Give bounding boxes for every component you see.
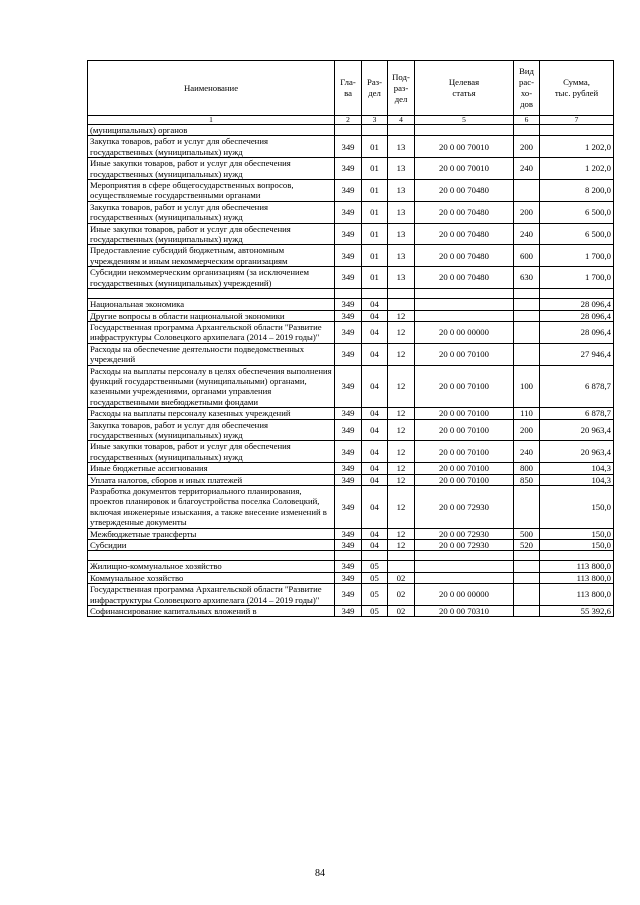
row-sum: 28 096,4 bbox=[540, 299, 614, 310]
row-sum: 150,0 bbox=[540, 486, 614, 529]
row-name: Субсидии некоммерческим организациям (за исключением государственных (муниципальных) учреждений) bbox=[88, 267, 335, 289]
row-vid bbox=[514, 561, 540, 572]
table-row bbox=[88, 289, 614, 299]
row-razdel: 04 bbox=[362, 540, 388, 551]
row-target: 20 0 00 72930 bbox=[415, 486, 514, 529]
row-target: 20 0 00 70480 bbox=[415, 267, 514, 289]
row-sum: 1 700,0 bbox=[540, 267, 614, 289]
row-sum: 1 202,0 bbox=[540, 136, 614, 158]
row-vid bbox=[514, 551, 540, 561]
row-sum: 6 878,7 bbox=[540, 365, 614, 408]
row-podrazdel: 13 bbox=[388, 245, 415, 267]
table-row bbox=[88, 158, 614, 180]
row-podrazdel: 12 bbox=[388, 540, 415, 551]
row-podrazdel: 13 bbox=[388, 136, 415, 158]
row-glava: 349 bbox=[335, 136, 362, 158]
row-name: Закупка товаров, работ и услуг для обеспечения государственных (муниципальных) нужд bbox=[88, 419, 335, 441]
row-razdel: 05 bbox=[362, 584, 388, 606]
row-razdel bbox=[362, 125, 388, 136]
row-razdel: 05 bbox=[362, 606, 388, 617]
row-name: Закупка товаров, работ и услуг для обеспечения государственных (муниципальных) нужд bbox=[88, 201, 335, 223]
row-sum: 113 800,0 bbox=[540, 584, 614, 606]
header-glava: Гла- ва bbox=[335, 61, 362, 116]
row-razdel: 04 bbox=[362, 463, 388, 474]
row-razdel: 04 bbox=[362, 408, 388, 419]
row-target: 20 0 00 70100 bbox=[415, 463, 514, 474]
row-sum: 20 963,4 bbox=[540, 419, 614, 441]
row-name: Софинансирование капитальных вложений в bbox=[88, 606, 335, 617]
row-podrazdel: 12 bbox=[388, 419, 415, 441]
row-podrazdel: 12 bbox=[388, 474, 415, 485]
row-name: Расходы на выплаты персоналу в целях обеспечения выполнения функций государственными (муниципальными) органами, казенными учреждениями, органами управления государственными внебюджетными фондами bbox=[88, 365, 335, 408]
row-name: Межбюджетные трансферты bbox=[88, 528, 335, 539]
row-sum: 27 946,4 bbox=[540, 343, 614, 365]
row-name: Мероприятия в сфере общегосударственных вопросов, осуществляемые государственными органами bbox=[88, 180, 335, 202]
row-glava: 349 bbox=[335, 201, 362, 223]
row-target bbox=[415, 551, 514, 561]
row-podrazdel: 12 bbox=[388, 528, 415, 539]
row-sum: 104,3 bbox=[540, 463, 614, 474]
row-vid: 630 bbox=[514, 267, 540, 289]
row-podrazdel: 12 bbox=[388, 408, 415, 419]
row-name: Расходы на обеспечение деятельности подведомственных учреждений bbox=[88, 343, 335, 365]
row-sum: 6 500,0 bbox=[540, 223, 614, 245]
row-sum bbox=[540, 125, 614, 136]
row-razdel: 04 bbox=[362, 528, 388, 539]
row-sum: 150,0 bbox=[540, 540, 614, 551]
row-glava: 349 bbox=[335, 245, 362, 267]
row-glava: 349 bbox=[335, 474, 362, 485]
row-vid bbox=[514, 572, 540, 583]
row-vid: 110 bbox=[514, 408, 540, 419]
row-glava: 349 bbox=[335, 486, 362, 529]
row-target bbox=[415, 310, 514, 321]
row-target: 20 0 00 70480 bbox=[415, 180, 514, 202]
table-row bbox=[88, 136, 614, 158]
row-sum bbox=[540, 289, 614, 299]
row-sum: 6 500,0 bbox=[540, 201, 614, 223]
row-podrazdel: 13 bbox=[388, 158, 415, 180]
row-sum: 150,0 bbox=[540, 528, 614, 539]
row-razdel: 04 bbox=[362, 486, 388, 529]
row-target bbox=[415, 125, 514, 136]
column-number: 2 bbox=[335, 116, 362, 125]
row-target bbox=[415, 572, 514, 583]
table-row bbox=[88, 267, 614, 289]
row-target: 20 0 00 70010 bbox=[415, 136, 514, 158]
row-sum: 1 700,0 bbox=[540, 245, 614, 267]
row-sum: 20 963,4 bbox=[540, 441, 614, 463]
row-vid: 200 bbox=[514, 136, 540, 158]
table-row bbox=[88, 584, 614, 606]
row-podrazdel bbox=[388, 551, 415, 561]
row-glava: 349 bbox=[335, 343, 362, 365]
column-number: 4 bbox=[388, 116, 415, 125]
row-target: 20 0 00 00000 bbox=[415, 321, 514, 343]
row-razdel: 01 bbox=[362, 201, 388, 223]
row-vid bbox=[514, 343, 540, 365]
row-glava: 349 bbox=[335, 310, 362, 321]
row-target: 20 0 00 70100 bbox=[415, 343, 514, 365]
row-razdel bbox=[362, 551, 388, 561]
header-row bbox=[88, 61, 614, 116]
row-vid: 240 bbox=[514, 223, 540, 245]
page-number: 84 bbox=[315, 868, 325, 879]
row-podrazdel: 13 bbox=[388, 267, 415, 289]
row-glava: 349 bbox=[335, 408, 362, 419]
row-vid: 520 bbox=[514, 540, 540, 551]
table-row bbox=[88, 223, 614, 245]
row-razdel: 01 bbox=[362, 223, 388, 245]
row-razdel: 04 bbox=[362, 343, 388, 365]
header-razdel: Раз- дел bbox=[362, 61, 388, 116]
row-razdel: 05 bbox=[362, 561, 388, 572]
header-name: Наименование bbox=[88, 61, 335, 116]
row-razdel: 04 bbox=[362, 419, 388, 441]
table-row bbox=[88, 528, 614, 539]
row-podrazdel bbox=[388, 289, 415, 299]
row-sum: 28 096,4 bbox=[540, 321, 614, 343]
row-sum: 28 096,4 bbox=[540, 310, 614, 321]
row-vid bbox=[514, 321, 540, 343]
row-razdel: 04 bbox=[362, 441, 388, 463]
table-row bbox=[88, 299, 614, 310]
header-sum: Сумма, тыс. рублей bbox=[540, 61, 614, 116]
row-target: 20 0 00 00000 bbox=[415, 584, 514, 606]
row-podrazdel: 12 bbox=[388, 321, 415, 343]
row-name bbox=[88, 289, 335, 299]
header-vid: Вид рас- хо- дов bbox=[514, 61, 540, 116]
row-podrazdel bbox=[388, 125, 415, 136]
row-glava bbox=[335, 289, 362, 299]
row-podrazdel: 13 bbox=[388, 223, 415, 245]
row-podrazdel: 02 bbox=[388, 572, 415, 583]
row-glava: 349 bbox=[335, 561, 362, 572]
row-podrazdel: 13 bbox=[388, 180, 415, 202]
row-podrazdel: 12 bbox=[388, 343, 415, 365]
row-vid: 200 bbox=[514, 419, 540, 441]
row-vid bbox=[514, 584, 540, 606]
row-target: 20 0 00 70480 bbox=[415, 245, 514, 267]
table-row bbox=[88, 419, 614, 441]
row-target: 20 0 00 70480 bbox=[415, 223, 514, 245]
row-vid bbox=[514, 486, 540, 529]
row-razdel: 04 bbox=[362, 321, 388, 343]
table-row bbox=[88, 343, 614, 365]
table-row bbox=[88, 606, 614, 617]
row-vid: 100 bbox=[514, 365, 540, 408]
table-row bbox=[88, 561, 614, 572]
row-target bbox=[415, 561, 514, 572]
row-target: 20 0 00 70100 bbox=[415, 365, 514, 408]
column-number: 6 bbox=[514, 116, 540, 125]
row-sum: 1 202,0 bbox=[540, 158, 614, 180]
row-vid: 200 bbox=[514, 201, 540, 223]
row-glava: 349 bbox=[335, 528, 362, 539]
row-sum: 8 200,0 bbox=[540, 180, 614, 202]
table-row bbox=[88, 551, 614, 561]
row-name: Другие вопросы в области национальной экономики bbox=[88, 310, 335, 321]
row-glava: 349 bbox=[335, 463, 362, 474]
row-razdel: 04 bbox=[362, 310, 388, 321]
row-glava: 349 bbox=[335, 606, 362, 617]
row-target: 20 0 00 70100 bbox=[415, 408, 514, 419]
row-target bbox=[415, 299, 514, 310]
column-number: 7 bbox=[540, 116, 614, 125]
row-sum: 113 800,0 bbox=[540, 572, 614, 583]
row-name: Разработка документов территориального планирования, проектов планировок и благоустройства поселка Соловецкий, включая инженерные изыскания, а также внесение изменений в утвержденные документы bbox=[88, 486, 335, 529]
row-podrazdel: 12 bbox=[388, 365, 415, 408]
row-vid bbox=[514, 299, 540, 310]
row-glava: 349 bbox=[335, 584, 362, 606]
column-number: 1 bbox=[88, 116, 335, 125]
row-razdel: 04 bbox=[362, 365, 388, 408]
column-number: 3 bbox=[362, 116, 388, 125]
row-glava: 349 bbox=[335, 572, 362, 583]
row-vid: 800 bbox=[514, 463, 540, 474]
row-name: Закупка товаров, работ и услуг для обеспечения государственных (муниципальных) нужд bbox=[88, 136, 335, 158]
row-name: (муниципальных) органов bbox=[88, 125, 335, 136]
row-vid bbox=[514, 310, 540, 321]
row-razdel: 04 bbox=[362, 474, 388, 485]
table-row bbox=[88, 486, 614, 529]
budget-table bbox=[87, 60, 614, 617]
row-sum: 55 392,6 bbox=[540, 606, 614, 617]
row-glava: 349 bbox=[335, 267, 362, 289]
row-name: Иные закупки товаров, работ и услуг для обеспечения государственных (муниципальных) нужд bbox=[88, 223, 335, 245]
header-target: Целевая статья bbox=[415, 61, 514, 116]
row-razdel: 04 bbox=[362, 299, 388, 310]
table-row bbox=[88, 474, 614, 485]
row-vid: 850 bbox=[514, 474, 540, 485]
row-glava bbox=[335, 125, 362, 136]
row-glava: 349 bbox=[335, 158, 362, 180]
table-row bbox=[88, 540, 614, 551]
row-name: Расходы на выплаты персоналу казенных учреждений bbox=[88, 408, 335, 419]
table-row bbox=[88, 310, 614, 321]
header-podrazdel: Под- раз- дел bbox=[388, 61, 415, 116]
row-razdel: 01 bbox=[362, 180, 388, 202]
row-podrazdel: 02 bbox=[388, 606, 415, 617]
row-vid bbox=[514, 606, 540, 617]
row-glava: 349 bbox=[335, 441, 362, 463]
row-glava: 349 bbox=[335, 365, 362, 408]
row-name: Иные закупки товаров, работ и услуг для обеспечения государственных (муниципальных) нужд bbox=[88, 441, 335, 463]
row-glava: 349 bbox=[335, 419, 362, 441]
table-row bbox=[88, 463, 614, 474]
table-row bbox=[88, 321, 614, 343]
table-row bbox=[88, 125, 614, 136]
row-razdel: 01 bbox=[362, 136, 388, 158]
row-target: 20 0 00 70480 bbox=[415, 201, 514, 223]
row-razdel: 01 bbox=[362, 245, 388, 267]
row-razdel: 01 bbox=[362, 158, 388, 180]
row-target: 20 0 00 70310 bbox=[415, 606, 514, 617]
row-name: Уплата налогов, сборов и иных платежей bbox=[88, 474, 335, 485]
row-glava: 349 bbox=[335, 321, 362, 343]
row-sum: 113 800,0 bbox=[540, 561, 614, 572]
row-glava: 349 bbox=[335, 223, 362, 245]
row-glava: 349 bbox=[335, 299, 362, 310]
table-row bbox=[88, 201, 614, 223]
row-vid bbox=[514, 125, 540, 136]
row-vid: 500 bbox=[514, 528, 540, 539]
row-vid bbox=[514, 289, 540, 299]
row-name: Жилищно-коммунальное хозяйство bbox=[88, 561, 335, 572]
table-row bbox=[88, 180, 614, 202]
row-target: 20 0 00 72930 bbox=[415, 528, 514, 539]
row-name: Иные бюджетные ассигнования bbox=[88, 463, 335, 474]
row-vid bbox=[514, 180, 540, 202]
column-number: 5 bbox=[415, 116, 514, 125]
row-name: Государственная программа Архангельской области "Развитие инфраструктуры Соловецкого архипелага (2014 – 2019 годы)" bbox=[88, 321, 335, 343]
row-podrazdel: 12 bbox=[388, 441, 415, 463]
row-name: Национальная экономика bbox=[88, 299, 335, 310]
row-target: 20 0 00 70100 bbox=[415, 419, 514, 441]
row-podrazdel: 12 bbox=[388, 463, 415, 474]
row-glava: 349 bbox=[335, 180, 362, 202]
table-row bbox=[88, 572, 614, 583]
row-razdel bbox=[362, 289, 388, 299]
row-podrazdel bbox=[388, 299, 415, 310]
row-podrazdel: 12 bbox=[388, 486, 415, 529]
row-target bbox=[415, 289, 514, 299]
row-vid: 240 bbox=[514, 441, 540, 463]
row-target: 20 0 00 72930 bbox=[415, 540, 514, 551]
row-target: 20 0 00 70100 bbox=[415, 441, 514, 463]
row-name bbox=[88, 551, 335, 561]
row-target: 20 0 00 70100 bbox=[415, 474, 514, 485]
row-razdel: 01 bbox=[362, 267, 388, 289]
table-row bbox=[88, 408, 614, 419]
table-row bbox=[88, 441, 614, 463]
row-glava: 349 bbox=[335, 540, 362, 551]
row-podrazdel: 12 bbox=[388, 310, 415, 321]
row-podrazdel bbox=[388, 561, 415, 572]
row-name: Предоставление субсидий бюджетным, автономным учреждениям и иным некоммерческим организациям bbox=[88, 245, 335, 267]
row-name: Иные закупки товаров, работ и услуг для обеспечения государственных (муниципальных) нужд bbox=[88, 158, 335, 180]
row-razdel: 05 bbox=[362, 572, 388, 583]
table-row bbox=[88, 365, 614, 408]
row-sum: 104,3 bbox=[540, 474, 614, 485]
table-row bbox=[88, 245, 614, 267]
row-podrazdel: 02 bbox=[388, 584, 415, 606]
row-name: Государственная программа Архангельской области "Развитие инфраструктуры Соловецкого архипелага (2014 – 2019 годы)" bbox=[88, 584, 335, 606]
row-vid: 240 bbox=[514, 158, 540, 180]
row-target: 20 0 00 70010 bbox=[415, 158, 514, 180]
column-number-row bbox=[88, 116, 614, 125]
row-glava bbox=[335, 551, 362, 561]
row-name: Коммунальное хозяйство bbox=[88, 572, 335, 583]
row-sum: 6 878,7 bbox=[540, 408, 614, 419]
row-podrazdel: 13 bbox=[388, 201, 415, 223]
row-vid: 600 bbox=[514, 245, 540, 267]
row-sum bbox=[540, 551, 614, 561]
row-name: Субсидии bbox=[88, 540, 335, 551]
